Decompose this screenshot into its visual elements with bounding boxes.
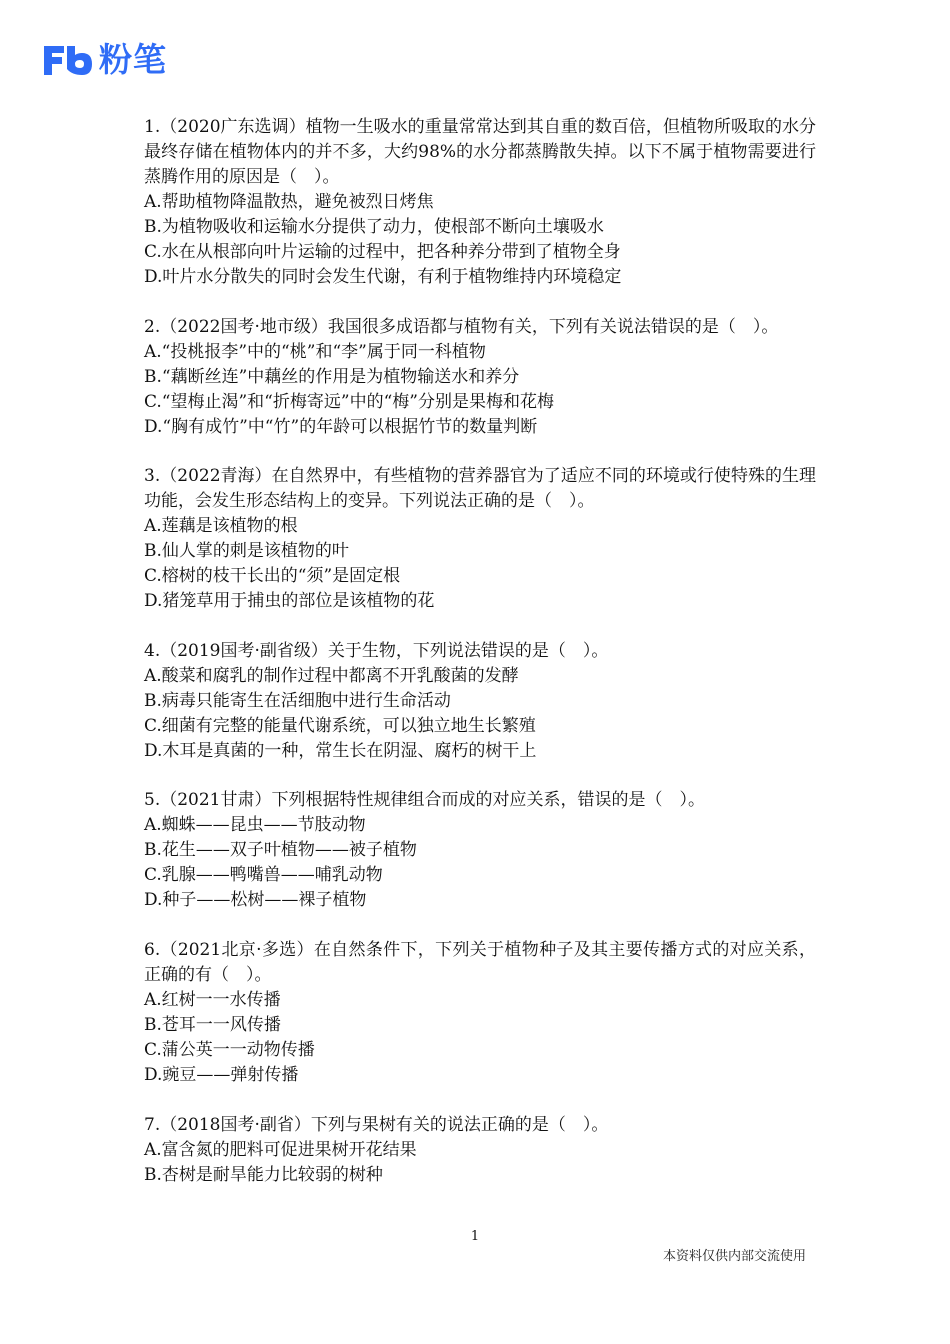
- question-stem: 3.（2022青海）在自然界中，有些植物的营养器官为了适应不同的环境或行使特殊的生理功能，会发生形态结构上的变异。下列说法正确的是（ ）。: [144, 466, 816, 512]
- question-option: C.细菌有完整的能量代谢系统，可以独立地生长繁殖: [144, 715, 536, 736]
- question-option: B.苍耳一一风传播: [144, 1014, 281, 1035]
- question-list: [144, 115, 816, 1212]
- brand-logo: [42, 40, 167, 80]
- question-option: B.病毒只能寄生在活细胞中进行生命活动: [144, 690, 451, 711]
- footer-note: 本资料仅供内部交流使用: [662, 1249, 806, 1264]
- question-option: D.“胸有成竹”中“竹”的年龄可以根据竹节的数量判断: [144, 416, 538, 437]
- question-option: B.为植物吸收和运输水分提供了动力，使根部不断向土壤吸水: [144, 217, 604, 237]
- question-block: [144, 938, 816, 1088]
- question-option: D.猪笼草用于捕虫的部位是该植物的花: [144, 591, 435, 612]
- question-option: A.帮助植物降温散热，避免被烈日烤焦: [144, 192, 434, 212]
- question-option: B.杏树是耐旱能力比较弱的树种: [144, 1164, 383, 1185]
- question-block: [144, 788, 816, 913]
- question-stem: 4.（2019国考·副省级）关于生物，下列说法错误的是（ ）。: [144, 640, 609, 661]
- question-block: [144, 464, 816, 614]
- question-option: A.富含氮的肥料可促进果树开花结果: [144, 1139, 417, 1160]
- question-option: D.叶片水分散失的同时会发生代谢，有利于植物维持内环境稳定: [144, 267, 622, 287]
- question-stem: 7.（2018国考·副省）下列与果树有关的说法正确的是（ ）。: [144, 1114, 609, 1135]
- question-option: A.红树一一水传播: [144, 989, 281, 1010]
- question-option: A.酸菜和腐乳的制作过程中都离不开乳酸菌的发酵: [144, 665, 519, 686]
- question-option: B.“藕断丝连”中藕丝的作用是为植物输送水和养分: [144, 366, 520, 387]
- question-option: C.乳腺——鸭嘴兽——哺乳动物: [144, 865, 383, 886]
- question-block: [144, 1113, 816, 1188]
- question-stem: 5.（2021甘肃）下列根据特性规律组合而成的对应关系，错误的是（ ）。: [144, 790, 705, 811]
- question-block: [144, 639, 816, 764]
- question-block: [144, 115, 816, 290]
- question-block: [144, 315, 816, 440]
- question-option: D.种子——松树——裸子植物: [144, 890, 367, 911]
- question-option: D.木耳是真菌的一种，常生长在阴湿、腐朽的树干上: [144, 740, 537, 761]
- page-number: 1: [470, 1229, 480, 1244]
- question-option: C.“望梅止渴”和“折梅寄远”中的“梅”分别是果梅和花梅: [144, 391, 554, 412]
- brand-name: 粉笔: [99, 40, 167, 79]
- question-stem: 1.（2020广东选调）植物一生吸水的重量常常达到其自重的数百倍，但植物所吸取的水分最终存储在植物体内的并不多，大约98%的水分都蒸腾散失掉。以下不属于植物需要进行蒸腾作用的原因是（ ）。: [144, 117, 816, 187]
- question-option: A.“投桃报李”中的“桃”和“李”属于同一科植物: [144, 341, 486, 362]
- fenbi-logo-icon: [42, 43, 94, 77]
- question-option: B.仙人掌的刺是该植物的叶: [144, 541, 349, 562]
- question-option: C.水在从根部向叶片运输的过程中，把各种养分带到了植物全身: [144, 242, 621, 262]
- question-option: C.榕树的枝干长出的“须”是固定根: [144, 566, 401, 587]
- question-stem: 2.（2022国考·地市级）我国很多成语都与植物有关，下列有关说法错误的是（ ）。: [144, 316, 779, 337]
- question-option: D.豌豆——弹射传播: [144, 1064, 299, 1085]
- question-option: A.蜘蛛——昆虫——节肢动物: [144, 815, 366, 836]
- question-option: C.蒲公英一一动物传播: [144, 1039, 315, 1060]
- question-option: A.莲藕是该植物的根: [144, 516, 298, 537]
- question-stem: 6.（2021北京·多选）在自然条件下，下列关于植物种子及其主要传播方式的对应关系，正确的有（ ）。: [144, 939, 816, 985]
- question-option: B.花生——双子叶植物——被子植物: [144, 840, 417, 861]
